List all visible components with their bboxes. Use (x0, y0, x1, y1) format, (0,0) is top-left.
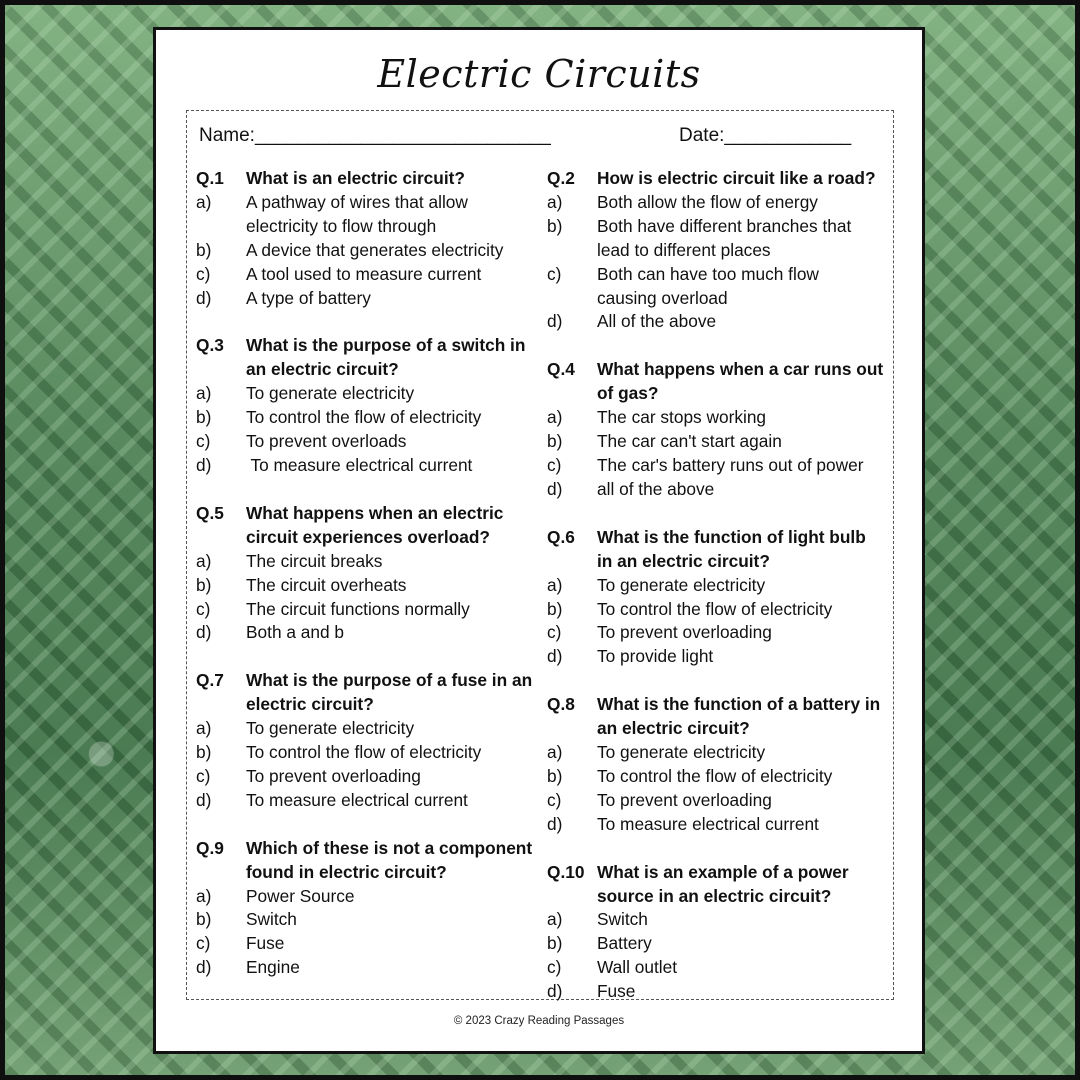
question-number (196, 358, 246, 382)
option-label: d) (547, 478, 563, 499)
option-label: b) (196, 239, 212, 260)
option-label: b) (547, 933, 563, 954)
option-label: b) (196, 407, 212, 428)
question-number: Q.5 (196, 502, 224, 523)
question-block (547, 526, 887, 669)
answer-option-line (547, 191, 887, 215)
option-text: The car can't start again (597, 431, 782, 452)
question-number (196, 693, 246, 717)
question-text: circuit experiences overload? (246, 526, 490, 547)
option-text: A pathway of wires that allow (246, 191, 468, 212)
question-block (547, 693, 887, 836)
answer-option-line (547, 406, 887, 430)
question-block (547, 167, 887, 334)
answer-option-line (196, 574, 536, 598)
option-text: Both have different branches that (597, 215, 852, 236)
option-label: b) (547, 598, 563, 619)
option-text: Fuse (597, 981, 636, 1002)
question-number: Q.3 (196, 335, 224, 356)
answer-option-line (547, 310, 887, 334)
question-text: What is the purpose of a switch in (246, 335, 526, 356)
name-field[interactable]: Name:____________________________ (199, 125, 551, 146)
option-label: c) (196, 933, 211, 954)
question-number: Q.8 (547, 694, 575, 715)
question-stem-line (547, 717, 887, 741)
worksheet-title: Electric Circuits (377, 52, 701, 96)
question-text: source in an electric circuit? (597, 885, 832, 906)
answer-option-line (547, 645, 887, 669)
question-stem-line (196, 358, 536, 382)
question-stem-line (196, 526, 536, 550)
question-number: Q.2 (547, 168, 575, 188)
option-label: a) (196, 718, 212, 739)
option-label: b) (547, 215, 563, 236)
question-text: electric circuit? (246, 694, 374, 715)
option-text: Both can have too much flow (597, 263, 819, 284)
option-text: A device that generates electricity (246, 239, 504, 260)
question-block (196, 669, 536, 812)
option-text: The car stops working (597, 407, 767, 428)
date-field[interactable]: Date:____________ (679, 125, 852, 146)
option-label: a) (547, 191, 563, 212)
answer-option-line (196, 717, 536, 741)
option-text: To generate electricity (246, 718, 415, 739)
option-label (547, 287, 597, 311)
question-number: Q.4 (547, 359, 575, 380)
question-stem-line (547, 693, 887, 717)
question-text: How is electric circuit like a road? (597, 168, 876, 188)
question-text: What is an electric circuit? (246, 168, 465, 188)
answer-option-line (196, 263, 536, 287)
question-text: of gas? (597, 383, 659, 404)
option-label: b) (547, 765, 563, 786)
option-label: a) (196, 191, 212, 212)
option-text: To generate electricity (246, 383, 415, 404)
answer-option-line (547, 621, 887, 645)
answer-option-line (196, 550, 536, 574)
option-label: b) (547, 431, 563, 452)
option-label: d) (547, 813, 563, 834)
option-text: To generate electricity (597, 574, 766, 595)
question-stem-line (547, 526, 887, 550)
answer-option-line (196, 454, 536, 478)
question-number (547, 382, 597, 406)
option-text: To prevent overloading (246, 765, 421, 786)
option-label: a) (547, 909, 563, 930)
option-text: All of the above (597, 311, 717, 332)
right-question-column (547, 167, 887, 1028)
option-text: A type of battery (246, 287, 371, 308)
option-text: To prevent overloading (597, 789, 772, 810)
question-block (196, 334, 536, 477)
option-label: d) (547, 981, 563, 1002)
question-stem-line (196, 861, 536, 885)
option-label: c) (196, 598, 211, 619)
option-text: Battery (597, 933, 652, 954)
question-text: Which of these is not a component (246, 837, 533, 858)
answer-option-line (196, 932, 536, 956)
option-text: The circuit overheats (246, 574, 407, 595)
option-label: a) (547, 574, 563, 595)
option-label: d) (196, 957, 212, 978)
option-text: The car's battery runs out of power (597, 454, 864, 475)
question-text: What happens when a car runs out (597, 359, 884, 380)
option-label (196, 215, 246, 239)
option-label: a) (547, 742, 563, 763)
answer-option-line (547, 263, 887, 287)
answer-option-line (196, 598, 536, 622)
question-stem-line (547, 861, 887, 885)
answer-option-line (196, 215, 536, 239)
answer-option-line (547, 574, 887, 598)
question-text: What is the function of light bulb (597, 526, 866, 547)
option-label: a) (196, 550, 212, 571)
question-text: What is the function of a battery in (597, 694, 881, 715)
option-text: To measure electrical current (597, 813, 819, 834)
option-label: b) (196, 574, 212, 595)
question-block (547, 358, 887, 501)
question-number (196, 861, 246, 885)
option-text: To prevent overloading (597, 622, 772, 643)
option-label: d) (547, 311, 563, 332)
question-stem-line (196, 837, 536, 861)
option-label: d) (196, 789, 212, 810)
option-text: To control the flow of electricity (597, 765, 833, 786)
question-number (196, 526, 246, 550)
answer-option-line (196, 741, 536, 765)
question-text: What is an example of a power (597, 861, 849, 882)
option-label: c) (196, 765, 211, 786)
question-text: found in electric circuit? (246, 861, 447, 882)
question-stem-line (547, 885, 887, 909)
answer-option-line (547, 956, 887, 980)
question-block (547, 861, 887, 1004)
answer-option-line (547, 765, 887, 789)
answer-option-line (547, 478, 887, 502)
question-stem-line (196, 334, 536, 358)
option-text: To prevent overloads (246, 431, 407, 452)
option-text: Power Source (246, 885, 355, 906)
answer-option-line (547, 741, 887, 765)
option-label: c) (196, 431, 211, 452)
answer-option-line (547, 813, 887, 837)
answer-option-line (196, 382, 536, 406)
option-text: Switch (597, 909, 648, 930)
option-text: Switch (246, 909, 297, 930)
question-block (196, 167, 536, 310)
option-label: d) (196, 454, 212, 475)
option-text: all of the above (597, 478, 715, 499)
option-text: To generate electricity (597, 742, 766, 763)
option-label: d) (196, 622, 212, 643)
option-label: b) (196, 909, 212, 930)
worksheet (153, 27, 925, 1054)
answer-option-line (196, 239, 536, 263)
answer-option-line (547, 239, 887, 263)
option-text: electricity to flow through (246, 215, 437, 236)
option-text: Fuse (246, 933, 285, 954)
option-text: lead to different places (597, 239, 771, 260)
option-text: To measure electrical current (246, 789, 468, 810)
answer-option-line (196, 191, 536, 215)
option-text: Engine (246, 957, 300, 978)
question-number (547, 717, 597, 741)
option-label: c) (547, 622, 562, 643)
option-label (547, 239, 597, 263)
answer-option-line (547, 789, 887, 813)
question-text: What is the purpose of a fuse in an (246, 670, 533, 691)
option-label: c) (547, 789, 562, 810)
question-stem-line (547, 167, 887, 191)
answer-option-line (547, 454, 887, 478)
copyright-footer: © 2023 Crazy Reading Passages (453, 1015, 625, 1027)
answer-option-line (196, 789, 536, 813)
question-stem-line (196, 167, 536, 191)
question-block (196, 837, 536, 980)
question-text: an electric circuit? (246, 359, 399, 380)
question-area (186, 110, 894, 1000)
answer-option-line (196, 956, 536, 980)
question-number (547, 550, 597, 574)
answer-option-line (547, 430, 887, 454)
answer-option-line (196, 287, 536, 311)
answer-option-line (547, 287, 887, 311)
question-stem-line (547, 358, 887, 382)
question-stem-line (196, 693, 536, 717)
answer-option-line (547, 215, 887, 239)
answer-option-line (547, 932, 887, 956)
option-label: c) (196, 263, 211, 284)
option-label: a) (547, 407, 563, 428)
name-date-row (199, 125, 879, 153)
option-label: d) (547, 646, 563, 667)
answer-option-line (196, 885, 536, 909)
option-label: b) (196, 742, 212, 763)
question-text: What happens when an electric (246, 502, 504, 523)
option-label: c) (547, 454, 562, 475)
question-number: Q.9 (196, 837, 224, 858)
answer-option-line (196, 406, 536, 430)
question-text: in an electric circuit? (597, 550, 770, 571)
question-text: an electric circuit? (597, 718, 750, 739)
option-text: A tool used to measure current (246, 263, 482, 284)
option-text: Both allow the flow of energy (597, 191, 818, 212)
option-text: The circuit functions normally (246, 598, 470, 619)
question-stem-line (547, 550, 887, 574)
question-number (547, 885, 597, 909)
question-number: Q.10 (547, 861, 585, 882)
question-stem-line (196, 669, 536, 693)
option-text: causing overload (597, 287, 728, 308)
answer-option-line (196, 621, 536, 645)
question-stem-line (547, 382, 887, 406)
option-label: d) (196, 287, 212, 308)
answer-option-line (547, 908, 887, 932)
answer-option-line (547, 980, 887, 1004)
option-text: To provide light (597, 646, 714, 667)
option-text: To control the flow of electricity (246, 742, 482, 763)
answer-option-line (196, 908, 536, 932)
option-text: Both a and b (246, 622, 345, 643)
option-label: c) (547, 957, 562, 978)
option-label: a) (196, 383, 212, 404)
option-text: Wall outlet (597, 957, 678, 978)
question-block (196, 502, 536, 645)
answer-option-line (547, 598, 887, 622)
answer-option-line (196, 765, 536, 789)
option-text: To control the flow of electricity (597, 598, 833, 619)
option-label: c) (547, 263, 562, 284)
question-number: Q.6 (547, 526, 575, 547)
left-question-column (196, 167, 536, 1004)
answer-option-line (196, 430, 536, 454)
option-text: To control the flow of electricity (246, 407, 482, 428)
option-text: To measure electrical current (246, 454, 473, 475)
question-stem-line (196, 502, 536, 526)
question-number: Q.1 (196, 168, 224, 188)
option-text: The circuit breaks (246, 550, 383, 571)
question-number: Q.7 (196, 670, 224, 691)
option-label: a) (196, 885, 212, 906)
